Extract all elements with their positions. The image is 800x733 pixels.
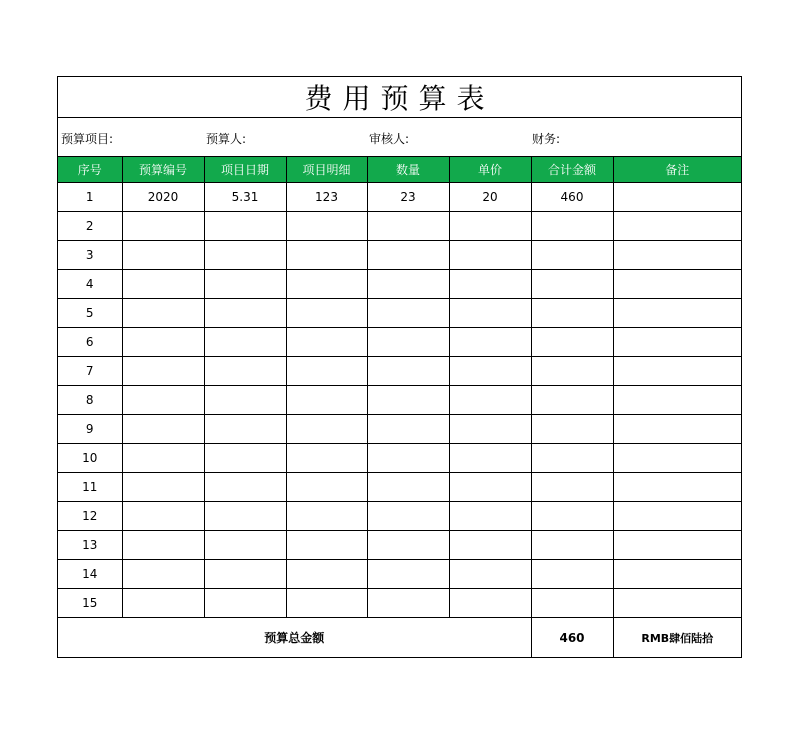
cell-total[interactable] [531, 589, 613, 618]
table-row [58, 589, 741, 618]
cell-index[interactable]: 15 [58, 589, 122, 618]
cell-index[interactable]: 2 [58, 212, 122, 241]
cell-total[interactable] [531, 270, 613, 299]
total-amount[interactable]: 460 [531, 618, 613, 658]
cell-quantity[interactable]: 23 [367, 183, 449, 212]
cell-date[interactable] [204, 386, 286, 415]
cell-total[interactable] [531, 473, 613, 502]
cell-detail[interactable] [286, 357, 367, 386]
cell-date[interactable] [204, 241, 286, 270]
cell-index[interactable]: 14 [58, 560, 122, 589]
cell-detail[interactable] [286, 473, 367, 502]
cell-budget-no[interactable] [122, 241, 204, 270]
cell-index[interactable]: 6 [58, 328, 122, 357]
cell-remark[interactable] [613, 560, 741, 589]
cell-remark[interactable] [613, 386, 741, 415]
table-row [58, 502, 741, 531]
header-cell-date[interactable]: 项目日期 [204, 157, 286, 183]
cell-quantity[interactable] [367, 502, 449, 531]
cell-detail[interactable] [286, 531, 367, 560]
cell-index[interactable]: 8 [58, 386, 122, 415]
cell-total[interactable] [531, 241, 613, 270]
cell-unit-price[interactable] [449, 473, 531, 502]
cell-quantity[interactable] [367, 357, 449, 386]
cell-remark[interactable] [613, 502, 741, 531]
table-row [58, 357, 741, 386]
cell-remark[interactable] [613, 212, 741, 241]
total-row [58, 618, 741, 658]
cell-budget-no[interactable] [122, 473, 204, 502]
header-cell-detail[interactable]: 项目明细 [286, 157, 367, 183]
cell-unit-price[interactable] [449, 560, 531, 589]
cell-unit-price[interactable] [449, 444, 531, 473]
cell-detail[interactable] [286, 386, 367, 415]
cell-budget-no[interactable] [122, 560, 204, 589]
cell-detail[interactable] [286, 299, 367, 328]
cell-budget-no[interactable] [122, 299, 204, 328]
cell-quantity[interactable] [367, 241, 449, 270]
sheet-title: 费用预算表 [58, 77, 741, 118]
cell-date[interactable] [204, 357, 286, 386]
cell-date[interactable] [204, 270, 286, 299]
cell-quantity[interactable] [367, 444, 449, 473]
table-row [58, 473, 741, 502]
cell-budget-no[interactable] [122, 531, 204, 560]
cell-unit-price[interactable] [449, 415, 531, 444]
cell-remark[interactable] [613, 299, 741, 328]
table-row [58, 415, 741, 444]
cell-unit-price[interactable] [449, 589, 531, 618]
cell-remark[interactable] [613, 531, 741, 560]
cell-remark[interactable] [613, 241, 741, 270]
cell-index[interactable]: 5 [58, 299, 122, 328]
cell-quantity[interactable] [367, 589, 449, 618]
table-row [58, 212, 741, 241]
cell-index[interactable]: 3 [58, 241, 122, 270]
table-row [58, 560, 741, 589]
cell-unit-price[interactable] [449, 270, 531, 299]
cell-unit-price[interactable]: 20 [449, 183, 531, 212]
cell-budget-no[interactable] [122, 386, 204, 415]
cell-index[interactable]: 9 [58, 415, 122, 444]
budget-sheet [57, 76, 742, 658]
cell-total[interactable] [531, 299, 613, 328]
cell-date[interactable] [204, 444, 286, 473]
cell-unit-price[interactable] [449, 328, 531, 357]
cell-index[interactable]: 13 [58, 531, 122, 560]
cell-remark[interactable] [613, 415, 741, 444]
cell-unit-price[interactable] [449, 386, 531, 415]
cell-detail[interactable] [286, 589, 367, 618]
total-capital[interactable]: RMB肆佰陆拾 [613, 618, 741, 658]
cell-budget-no[interactable] [122, 415, 204, 444]
cell-quantity[interactable] [367, 328, 449, 357]
cell-index[interactable]: 11 [58, 473, 122, 502]
table-row [58, 299, 741, 328]
cell-date[interactable] [204, 531, 286, 560]
cell-budget-no[interactable] [122, 502, 204, 531]
cell-quantity[interactable] [367, 415, 449, 444]
cell-unit-price[interactable] [449, 212, 531, 241]
cell-detail[interactable] [286, 560, 367, 589]
cell-total[interactable] [531, 415, 613, 444]
cell-unit-price[interactable] [449, 531, 531, 560]
cell-detail[interactable] [286, 415, 367, 444]
table-body [58, 183, 741, 618]
meta-project-label: 预算项目: [61, 132, 114, 146]
cell-date[interactable] [204, 589, 286, 618]
cell-budget-no[interactable] [122, 589, 204, 618]
meta-row [58, 118, 741, 156]
cell-quantity[interactable] [367, 531, 449, 560]
header-row [58, 157, 741, 183]
table-row [58, 386, 741, 415]
cell-budget-no[interactable] [122, 270, 204, 299]
cell-detail[interactable] [286, 502, 367, 531]
cell-unit-price[interactable] [449, 502, 531, 531]
table-row [58, 241, 741, 270]
cell-index[interactable]: 4 [58, 270, 122, 299]
table-row [58, 183, 741, 212]
cell-detail[interactable] [286, 241, 367, 270]
cell-total[interactable] [531, 328, 613, 357]
cell-total[interactable]: 460 [531, 183, 613, 212]
cell-quantity[interactable] [367, 270, 449, 299]
cell-total[interactable] [531, 502, 613, 531]
cell-unit-price[interactable] [449, 299, 531, 328]
header-cell-unit-price[interactable]: 单价 [449, 157, 531, 183]
cell-budget-no[interactable] [122, 328, 204, 357]
header-cell-index[interactable]: 序号 [58, 157, 122, 183]
cell-date[interactable] [204, 502, 286, 531]
header-cell-budget-no[interactable]: 预算编号 [122, 157, 204, 183]
cell-date[interactable] [204, 299, 286, 328]
cell-quantity[interactable] [367, 473, 449, 502]
header-cell-quantity[interactable]: 数量 [367, 157, 449, 183]
cell-index[interactable]: 10 [58, 444, 122, 473]
cell-total[interactable] [531, 531, 613, 560]
cell-date[interactable] [204, 328, 286, 357]
cell-index[interactable]: 1 [58, 183, 122, 212]
table-row [58, 531, 741, 560]
cell-quantity[interactable] [367, 386, 449, 415]
cell-unit-price[interactable] [449, 241, 531, 270]
cell-remark[interactable] [613, 444, 741, 473]
cell-date[interactable] [204, 415, 286, 444]
table-row [58, 270, 741, 299]
meta-finance-label: 财务: [532, 132, 561, 146]
cell-remark[interactable] [613, 328, 741, 357]
cell-remark[interactable] [613, 270, 741, 299]
cell-detail[interactable] [286, 444, 367, 473]
cell-unit-price[interactable] [449, 357, 531, 386]
cell-date[interactable] [204, 473, 286, 502]
cell-index[interactable]: 12 [58, 502, 122, 531]
cell-detail[interactable]: 123 [286, 183, 367, 212]
meta-reviewer-label: 审核人: [369, 132, 410, 146]
cell-date[interactable] [204, 560, 286, 589]
cell-remark[interactable] [613, 589, 741, 618]
cell-total[interactable] [531, 386, 613, 415]
cell-total[interactable] [531, 560, 613, 589]
cell-index[interactable]: 7 [58, 357, 122, 386]
meta-preparer-label: 预算人: [206, 132, 247, 146]
cell-quantity[interactable] [367, 299, 449, 328]
cell-remark[interactable] [613, 357, 741, 386]
cell-total[interactable] [531, 212, 613, 241]
cell-total[interactable] [531, 444, 613, 473]
cell-total[interactable] [531, 357, 613, 386]
cell-quantity[interactable] [367, 560, 449, 589]
cell-detail[interactable] [286, 328, 367, 357]
cell-remark[interactable] [613, 183, 741, 212]
cell-budget-no[interactable] [122, 357, 204, 386]
cell-date[interactable] [204, 212, 286, 241]
cell-detail[interactable] [286, 212, 367, 241]
cell-budget-no[interactable] [122, 444, 204, 473]
table-row [58, 444, 741, 473]
header-cell-remark[interactable]: 备注 [613, 157, 741, 183]
cell-remark[interactable] [613, 473, 741, 502]
total-label[interactable]: 预算总金额 [58, 618, 531, 658]
cell-budget-no[interactable]: 2020 [122, 183, 204, 212]
header-cell-total[interactable]: 合计金额 [531, 157, 613, 183]
cell-budget-no[interactable] [122, 212, 204, 241]
table-row [58, 328, 741, 357]
budget-table [58, 156, 741, 657]
cell-detail[interactable] [286, 270, 367, 299]
cell-date[interactable]: 5.31 [204, 183, 286, 212]
cell-quantity[interactable] [367, 212, 449, 241]
